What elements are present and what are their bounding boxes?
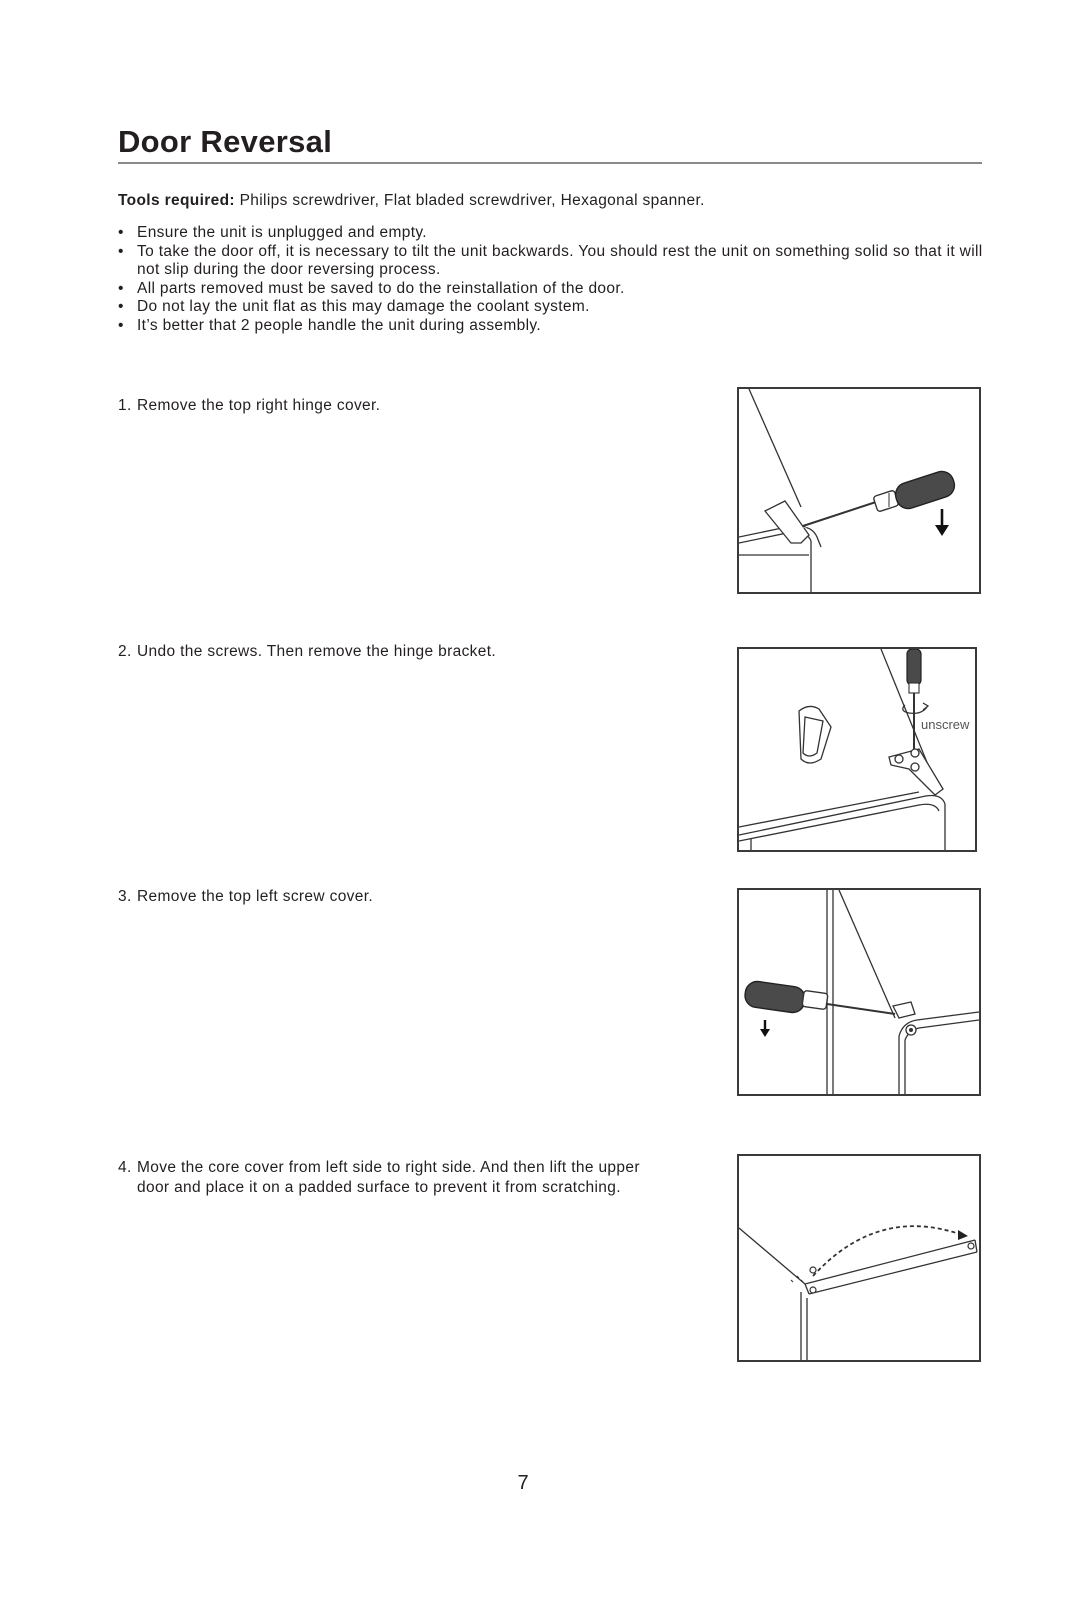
figure-remove-hinge-cover xyxy=(737,387,981,594)
step-3 xyxy=(118,887,718,907)
list-item xyxy=(118,280,998,299)
bullet: • xyxy=(118,242,124,260)
precautions-list xyxy=(118,224,998,336)
step-text: Remove the top left screw cover. xyxy=(137,888,374,905)
step-number: 2. xyxy=(118,643,132,660)
step-number: 4. xyxy=(118,1159,132,1176)
tools-label: Tools required: xyxy=(118,192,235,209)
bullet: • xyxy=(118,316,124,334)
page-number: 7 xyxy=(517,1472,529,1494)
step-text-line-1: Move the core cover from left side to right side. And then lift the upper xyxy=(137,1159,640,1176)
note-text: It’s better that 2 people handle the unit during assembly. xyxy=(137,316,542,334)
list-item xyxy=(118,298,998,317)
note-text: All parts removed must be saved to do the reinstallation of the door. xyxy=(137,279,625,297)
tools-text: Philips screwdriver, Flat bladed screwdriver, Hexagonal spanner. xyxy=(234,192,705,209)
page-title: Door Reversal xyxy=(118,124,333,159)
step-text: Remove the top right hinge cover. xyxy=(137,397,381,414)
arrow-down-icon xyxy=(935,509,949,536)
tools-required xyxy=(118,192,705,210)
list-item xyxy=(118,317,998,336)
step-2 xyxy=(118,642,718,662)
step-1 xyxy=(118,396,718,416)
step-text: Undo the screws. Then remove the hinge bracket. xyxy=(137,643,497,660)
step-number: 1. xyxy=(118,397,132,414)
bullet: • xyxy=(118,224,124,241)
figure-remove-hinge-bracket xyxy=(737,647,977,852)
step-4 xyxy=(118,1158,718,1197)
hinge-cover-illustration xyxy=(739,389,979,592)
arrow-down-icon xyxy=(760,1020,770,1037)
figure-move-core-cover xyxy=(737,1154,981,1362)
figure-remove-screw-cover xyxy=(737,888,981,1096)
bullet: • xyxy=(118,279,124,297)
note-text: Do not lay the unit flat as this may damage the coolant system. xyxy=(137,298,590,316)
title-divider xyxy=(118,162,982,164)
screw-cover-illustration xyxy=(739,890,979,1094)
note-text: Ensure the unit is unplugged and empty. xyxy=(137,224,427,241)
step-text-line-2: door and place it on a padded surface to prevent it from scratching. xyxy=(137,1178,621,1196)
core-cover-illustration xyxy=(739,1156,979,1360)
rotate-arrow-icon xyxy=(903,703,928,713)
note-text: To take the door off, it is necessary to tilt the unit backwards. You should rest the unit on something solid so that it will not slip during the door reversing process. xyxy=(137,242,983,279)
list-item xyxy=(118,243,998,280)
unscrew-label: unscrew xyxy=(921,717,970,732)
bullet: • xyxy=(118,298,124,316)
step-number: 3. xyxy=(118,888,132,905)
list-item xyxy=(118,224,998,243)
hinge-bracket-illustration xyxy=(739,649,975,850)
